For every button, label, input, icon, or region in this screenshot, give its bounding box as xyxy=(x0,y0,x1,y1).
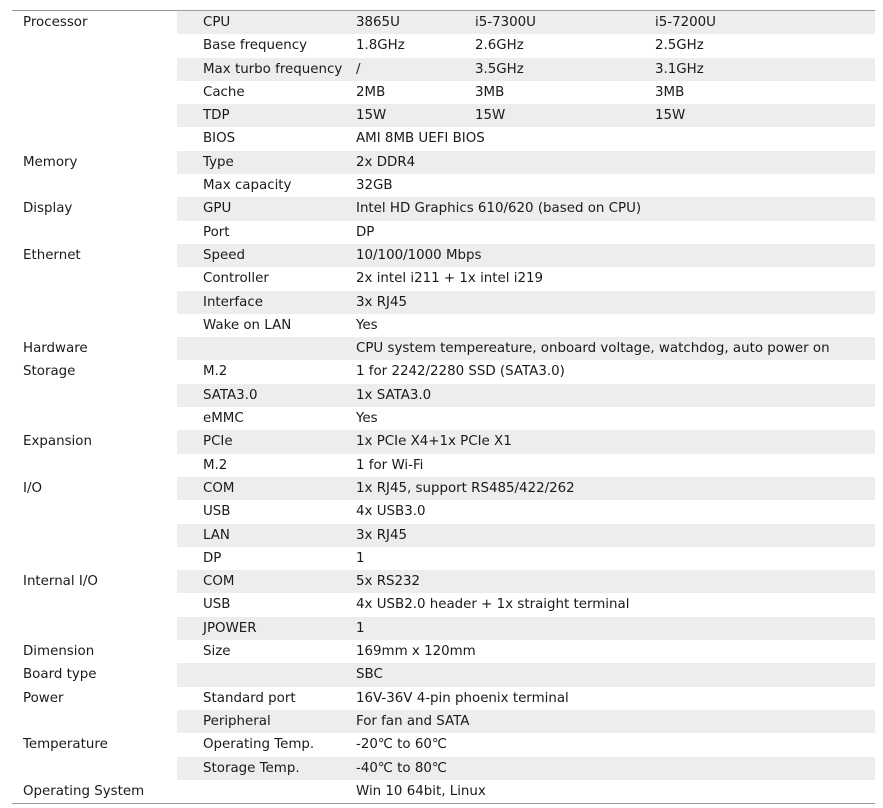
spec-label: LAN xyxy=(177,524,356,547)
spec-category xyxy=(12,407,177,430)
spec-value: 2x intel i211 + 1x intel i219 xyxy=(356,271,544,287)
spec-label: BIOS xyxy=(203,131,236,147)
spec-label: Type xyxy=(177,151,356,174)
spec-value: 16V-36V 4-pin phoenix terminal xyxy=(356,690,569,706)
spec-category: Ethernet xyxy=(12,244,177,267)
spec-category xyxy=(12,384,177,407)
spec-value: 2.6GHz xyxy=(475,38,524,54)
spec-category: Temperature xyxy=(12,733,177,756)
spec-value: 1.8GHz xyxy=(356,38,405,54)
spec-label: Controller xyxy=(203,271,269,287)
spec-row xyxy=(12,710,875,733)
spec-category xyxy=(12,81,177,104)
spec-value: 2x DDR4 xyxy=(356,151,875,174)
spec-row xyxy=(12,593,875,616)
spec-category: Storage xyxy=(12,360,177,383)
spec-label: TDP xyxy=(177,104,356,127)
spec-value: 15W xyxy=(655,104,875,127)
spec-category xyxy=(12,314,177,337)
spec-label: M.2 xyxy=(203,457,228,473)
spec-label: PCIe xyxy=(177,430,356,453)
spec-label: SATA3.0 xyxy=(177,384,356,407)
spec-value: 1 xyxy=(356,550,365,566)
spec-category: Memory xyxy=(12,151,177,174)
spec-label: Standard port xyxy=(203,690,296,706)
spec-row xyxy=(12,477,875,500)
spec-row xyxy=(12,197,875,220)
spec-value: For fan and SATA xyxy=(356,710,875,733)
spec-row xyxy=(12,127,875,150)
spec-value: 15W xyxy=(475,104,655,127)
spec-value: CPU system tempereature, onboard voltage, watchdog, auto power on xyxy=(356,337,875,360)
spec-label: Operating Temp. xyxy=(203,737,315,753)
spec-row xyxy=(12,314,875,337)
spec-value: 1 for Wi-Fi xyxy=(356,457,424,473)
spec-label xyxy=(177,780,356,804)
spec-category: Board type xyxy=(12,663,177,686)
spec-category xyxy=(12,757,177,780)
spec-value: -20℃ to 60℃ xyxy=(356,737,447,753)
spec-value: 4x USB2.0 header + 1x straight terminal xyxy=(356,597,630,613)
spec-label: GPU xyxy=(177,197,356,220)
spec-row xyxy=(12,780,875,804)
spec-row xyxy=(12,104,875,127)
spec-label: Port xyxy=(203,224,230,240)
spec-category: Dimension xyxy=(12,640,177,663)
spec-value: 2MB xyxy=(356,84,386,100)
spec-label: Base frequency xyxy=(203,38,308,54)
spec-row xyxy=(12,267,875,290)
spec-row xyxy=(12,337,875,360)
spec-label xyxy=(177,337,356,360)
spec-label: Max turbo frequency xyxy=(177,58,356,81)
spec-row xyxy=(12,81,875,104)
spec-row xyxy=(12,384,875,407)
spec-row xyxy=(12,454,875,477)
spec-value: 3.5GHz xyxy=(475,58,655,81)
spec-value: -40℃ to 80℃ xyxy=(356,757,875,780)
spec-value: Win 10 64bit, Linux xyxy=(356,780,875,804)
spec-label: JPOWER xyxy=(177,617,356,640)
spec-value: 3x RJ45 xyxy=(356,524,875,547)
spec-category: Hardware xyxy=(12,337,177,360)
spec-row xyxy=(12,500,875,523)
spec-category xyxy=(12,593,177,616)
spec-category xyxy=(12,454,177,477)
spec-row xyxy=(12,58,875,81)
spec-label: USB xyxy=(203,504,231,520)
spec-category xyxy=(12,710,177,733)
spec-value: 1x RJ45, support RS485/422/262 xyxy=(356,477,875,500)
spec-label: COM xyxy=(177,570,356,593)
spec-row xyxy=(12,687,875,710)
spec-row xyxy=(12,34,875,57)
spec-value: 2.5GHz xyxy=(655,38,704,54)
spec-category xyxy=(12,127,177,150)
spec-value: 4x USB3.0 xyxy=(356,504,426,520)
spec-value: 32GB xyxy=(356,178,393,194)
spec-value: 1x PCIe X4+1x PCIe X1 xyxy=(356,430,875,453)
spec-value: 3.1GHz xyxy=(655,58,875,81)
spec-row xyxy=(12,663,875,686)
spec-row xyxy=(12,291,875,314)
spec-row xyxy=(12,174,875,197)
spec-row xyxy=(12,11,875,35)
spec-value: DP xyxy=(356,224,375,240)
spec-label: DP xyxy=(203,550,222,566)
spec-row xyxy=(12,570,875,593)
specification-table-body xyxy=(12,11,875,804)
spec-row xyxy=(12,244,875,267)
spec-category xyxy=(12,34,177,57)
spec-value: 1 xyxy=(356,617,875,640)
spec-label: Wake on LAN xyxy=(203,317,292,333)
spec-value: 15W xyxy=(356,104,475,127)
spec-label: Speed xyxy=(177,244,356,267)
spec-value: 5x RS232 xyxy=(356,570,875,593)
spec-category: I/O xyxy=(12,477,177,500)
spec-row xyxy=(12,430,875,453)
spec-label: COM xyxy=(177,477,356,500)
spec-label: Cache xyxy=(203,84,245,100)
spec-value: 3MB xyxy=(475,84,505,100)
spec-label: Size xyxy=(203,644,231,660)
spec-label: M.2 xyxy=(203,364,228,380)
spec-value: SBC xyxy=(356,663,875,686)
spec-row xyxy=(12,617,875,640)
spec-value: 3865U xyxy=(356,11,475,35)
spec-value: 3MB xyxy=(655,84,685,100)
spec-label: CPU xyxy=(177,11,356,35)
spec-category: Expansion xyxy=(12,430,177,453)
spec-category xyxy=(12,524,177,547)
specification-table xyxy=(12,10,875,804)
spec-category xyxy=(12,221,177,244)
spec-category xyxy=(12,617,177,640)
spec-row xyxy=(12,640,875,663)
spec-category: Display xyxy=(12,197,177,220)
spec-label: Peripheral xyxy=(177,710,356,733)
spec-value: i5-7200U xyxy=(655,11,875,35)
spec-row xyxy=(12,733,875,756)
spec-row xyxy=(12,757,875,780)
spec-value: Yes xyxy=(356,411,378,427)
spec-row xyxy=(12,221,875,244)
spec-row xyxy=(12,407,875,430)
spec-category xyxy=(12,547,177,570)
spec-category xyxy=(12,267,177,290)
spec-category: Processor xyxy=(12,11,177,35)
spec-value: AMI 8MB UEFI BIOS xyxy=(356,131,485,147)
spec-label: USB xyxy=(203,597,231,613)
spec-category: Operating System xyxy=(12,780,177,804)
spec-row xyxy=(12,151,875,174)
spec-value: 169mm x 120mm xyxy=(356,644,476,660)
spec-category: Internal I/O xyxy=(12,570,177,593)
spec-value: Yes xyxy=(356,317,378,333)
spec-label: eMMC xyxy=(203,411,244,427)
spec-value: 1x SATA3.0 xyxy=(356,384,875,407)
spec-value: 3x RJ45 xyxy=(356,291,875,314)
spec-value: 10/100/1000 Mbps xyxy=(356,244,875,267)
spec-row xyxy=(12,524,875,547)
spec-label: Interface xyxy=(177,291,356,314)
spec-value: 1 for 2242/2280 SSD (SATA3.0) xyxy=(356,364,565,380)
spec-category xyxy=(12,104,177,127)
spec-category xyxy=(12,174,177,197)
spec-category: Power xyxy=(12,687,177,710)
spec-row xyxy=(12,360,875,383)
spec-value: i5-7300U xyxy=(475,11,655,35)
spec-label: Max capacity xyxy=(203,178,292,194)
spec-category xyxy=(12,291,177,314)
spec-category xyxy=(12,500,177,523)
spec-label xyxy=(177,663,356,686)
spec-value: / xyxy=(356,58,475,81)
spec-category xyxy=(12,58,177,81)
spec-value: Intel HD Graphics 610/620 (based on CPU) xyxy=(356,197,875,220)
spec-row xyxy=(12,547,875,570)
spec-label: Storage Temp. xyxy=(177,757,356,780)
